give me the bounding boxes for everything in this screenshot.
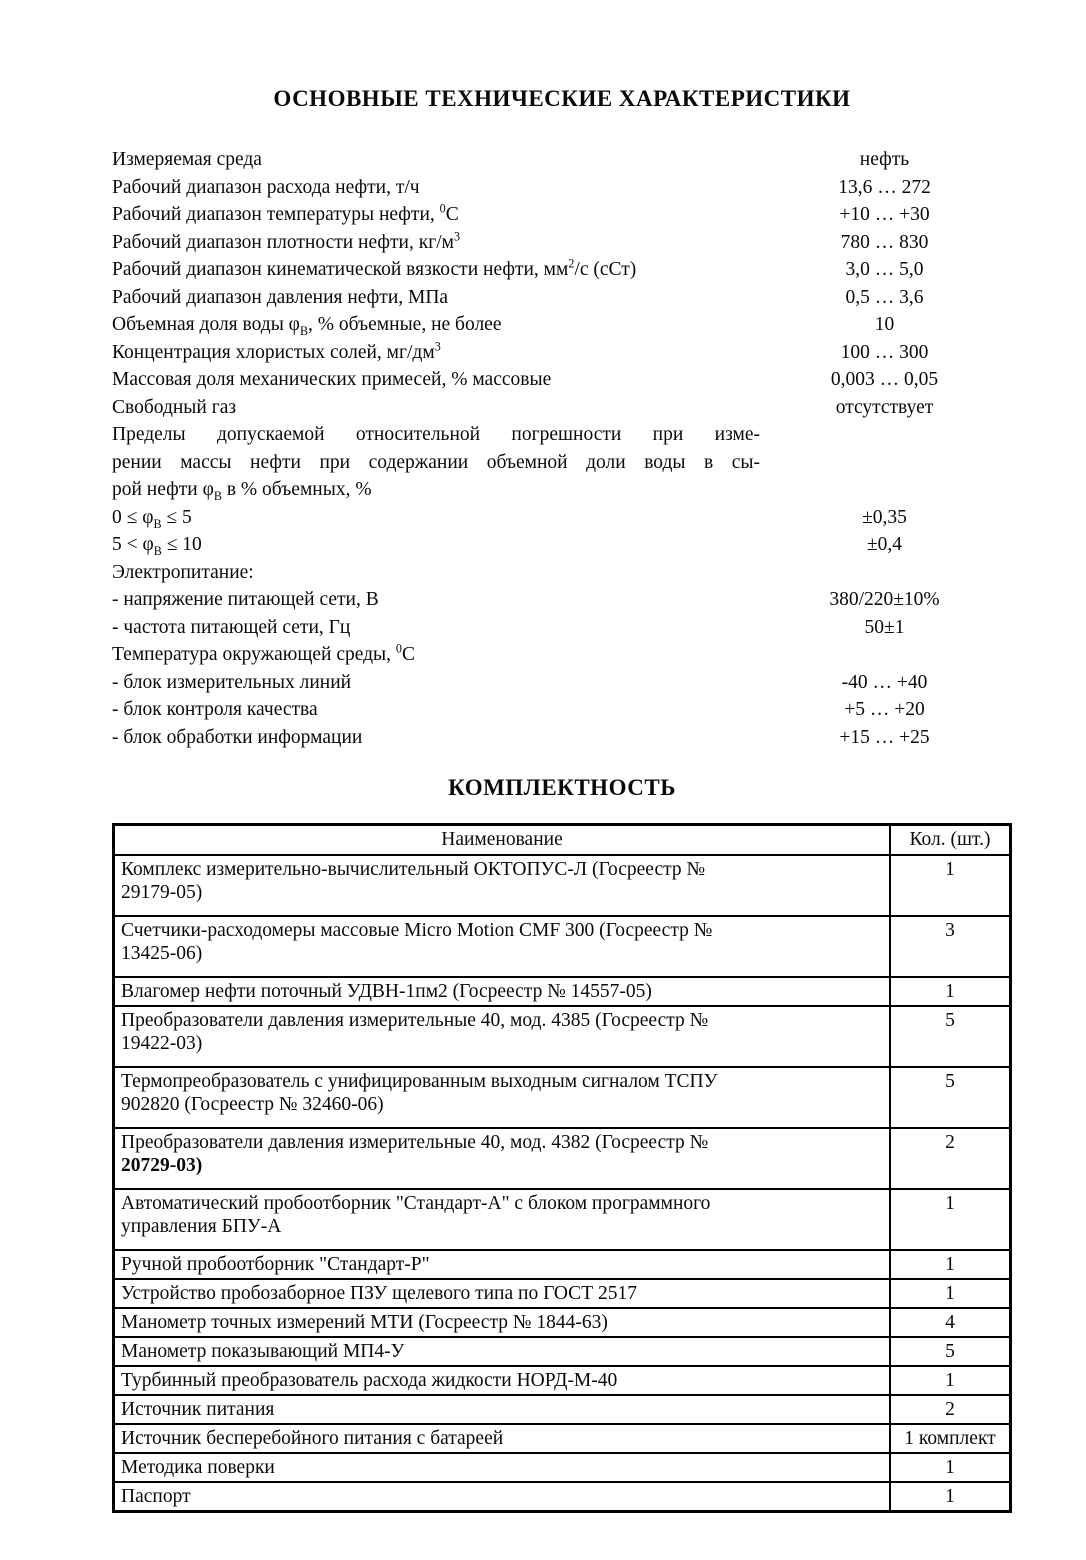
spec-row — [112, 256, 1012, 284]
item-name-cell: Источник питания — [114, 1395, 891, 1424]
spec-row — [112, 504, 1012, 532]
item-name-cell: Источник бесперебойного питания с батареей — [114, 1424, 891, 1453]
item-qty-cell: 5 — [890, 1067, 1011, 1128]
item-qty-cell: 5 — [890, 1006, 1011, 1067]
table-row — [114, 1006, 1011, 1067]
doc-content — [112, 0, 1012, 1513]
spec-row — [112, 614, 1012, 642]
spec-label: - блок обработки информации — [112, 726, 363, 748]
item-name-cell: Преобразователи давления измерительные 40, мод. 4382 (Госреестр № 20729-03) — [114, 1128, 891, 1189]
item-name-cell: Счетчики-расходомеры массовые Micro Motion CMF 300 (Госреестр № 13425-06) — [114, 916, 891, 977]
spec-label: $5 < \varphi_В \le 10$ — [112, 534, 202, 558]
item-qty-cell: 1 — [890, 1366, 1011, 1395]
item-name-cell: Методика поверки — [114, 1453, 891, 1482]
spec-row — [112, 229, 1012, 257]
spec-row — [112, 476, 1012, 504]
table-row — [114, 1250, 1011, 1279]
col-header-qty: Кол. (шт.) — [890, 825, 1011, 856]
table-row — [114, 1128, 1011, 1189]
item-name-cell: Комплекс измерительно-вычислительный ОКТОПУС-Л (Госреестр № 29179-05) — [114, 855, 891, 916]
item-name-cell: Преобразователи давления измерительные 40, мод. 4385 (Госреестр № 19422-03) — [114, 1006, 891, 1067]
spec-row — [112, 559, 1012, 587]
spec-row — [112, 421, 1012, 449]
spec-value: +5 … +20 — [844, 699, 925, 720]
item-qty-cell: 2 — [890, 1395, 1011, 1424]
table-row — [114, 1279, 1011, 1308]
spec-row — [112, 394, 1012, 422]
spec-label: Температура окружающей среды, $^0$С — [112, 641, 415, 665]
item-qty-cell: 1 — [890, 1189, 1011, 1250]
table-row — [114, 1395, 1011, 1424]
spec-value: 380/220±10% — [829, 589, 940, 610]
equipment-table-header — [114, 825, 1011, 856]
spec-list — [112, 146, 1012, 751]
item-name-cell: Манометр показывающий МП4-У — [114, 1337, 891, 1366]
item-name-cell: Паспорт — [114, 1482, 891, 1512]
table-row — [114, 1337, 1011, 1366]
spec-value: отсутствует — [835, 396, 934, 418]
spec-value: +15 … +25 — [839, 726, 930, 748]
item-qty-cell: 2 — [890, 1128, 1011, 1189]
spec-label: Электропитание: — [112, 561, 254, 583]
spec-row — [112, 284, 1012, 312]
spec-label: Рабочий диапазон кинематической вязкости нефти, $мм^2/с$ (сСт) — [112, 256, 637, 280]
item-name-cell: Манометр точных измерений МТИ (Госреестр № 1844-63) — [114, 1308, 891, 1337]
spec-value: нефть — [859, 149, 910, 170]
spec-value: 10 — [874, 314, 895, 335]
table-row — [114, 1067, 1011, 1128]
spec-row — [112, 641, 1012, 669]
item-qty-cell: 1 — [890, 977, 1011, 1006]
item-name-cell: Устройство пробозаборное ПЗУ щелевого типа по ГОСТ 2517 — [114, 1279, 891, 1308]
item-qty-cell: 1 — [890, 1279, 1011, 1308]
spec-value: 50±1 — [864, 616, 905, 638]
spec-label: Массовая доля механических примесей, % массовые — [112, 369, 552, 390]
spec-label: Рабочий диапазон расхода нефти, т/ч — [112, 176, 420, 198]
spec-value: ±0,4 — [866, 534, 903, 555]
item-name-cell: Автоматический пробоотборник "Стандарт-А" с блоком программного управления БПУ-А — [114, 1189, 891, 1250]
spec-value: 3,0 … 5,0 — [845, 259, 924, 280]
spec-row — [112, 586, 1012, 614]
spec-value: -40 … +40 — [841, 671, 928, 693]
spec-row — [112, 174, 1012, 202]
table-row — [114, 916, 1011, 977]
spec-row — [112, 449, 1012, 477]
spec-value: 0,003 … 0,05 — [830, 369, 939, 390]
spec-label: рении массы нефти при содержании объемной доли воды в сы- — [112, 451, 760, 473]
item-qty-cell: 1 — [890, 1250, 1011, 1279]
item-name-cell: Влагомер нефти поточный УДВН-1пм2 (Госреестр № 14557-05) — [114, 977, 891, 1006]
spec-row — [112, 724, 1012, 752]
section-title-completeness: КОМПЛЕКТНОСТЬ — [448, 775, 676, 800]
col-header-name: Наименование — [114, 825, 891, 856]
table-row — [114, 1424, 1011, 1453]
spec-label: - блок измерительных линий — [112, 671, 352, 693]
section-title-characteristics: ОСНОВНЫЕ ТЕХНИЧЕСКИЕ ХАРАКТЕРИСТИКИ — [273, 86, 851, 111]
spec-value: 0,5 … 3,6 — [845, 286, 924, 308]
table-row — [114, 977, 1011, 1006]
item-qty-cell: 5 — [890, 1337, 1011, 1366]
item-qty-cell: 1 — [890, 1453, 1011, 1482]
item-qty-cell: 3 — [890, 916, 1011, 977]
spec-label: Концентрация хлористых солей, $мг/дм^3$ — [112, 339, 441, 363]
spec-value: +10 … +30 — [839, 204, 930, 225]
spec-label: - частота питающей сети, Гц — [112, 616, 351, 638]
table-row — [114, 1308, 1011, 1337]
spec-row — [112, 146, 1012, 174]
spec-row — [112, 366, 1012, 394]
table-row — [114, 1189, 1011, 1250]
equipment-table — [112, 823, 1012, 1513]
spec-row — [112, 696, 1012, 724]
table-row — [114, 1366, 1011, 1395]
item-name-cell: Турбинный преобразователь расхода жидкости НОРД-М-40 — [114, 1366, 891, 1395]
spec-label: рой нефти $\varphi_В$ в % объемных, % — [112, 479, 372, 503]
spec-row — [112, 201, 1012, 229]
spec-label: Рабочий диапазон давления нефти, МПа — [112, 286, 449, 308]
spec-row — [112, 311, 1012, 339]
spec-label: Свободный газ — [112, 396, 237, 418]
spec-value: ±0,35 — [862, 506, 907, 528]
spec-label: Измеряемая среда — [112, 149, 262, 170]
spec-value: 13,6 … 272 — [838, 176, 931, 198]
table-row — [114, 1482, 1011, 1512]
item-qty-cell: 1 комплект — [890, 1424, 1011, 1453]
spec-value: 100 … 300 — [840, 341, 929, 363]
spec-label: $0 \le \varphi_В \le 5$ — [112, 506, 192, 531]
spec-row — [112, 531, 1012, 559]
table-row — [114, 1453, 1011, 1482]
item-qty-cell: 1 — [890, 855, 1011, 916]
spec-label: - напряжение питающей сети, В — [112, 589, 379, 610]
spec-label: Пределы допускаемой относительной погрешности при изме- — [112, 424, 760, 445]
item-name-cell: Термопреобразователь с унифицированным выходным сигналом ТСПУ 902820 (Госреестр № 32460-06) — [114, 1067, 891, 1128]
item-name-cell: Ручной пробоотборник "Стандарт-Р" — [114, 1250, 891, 1279]
spec-label: Рабочий диапазон плотности нефти, $кг/м^3$ — [112, 229, 461, 253]
spec-label: Объемная доля воды $\varphi_В$, % объемные, не более — [112, 314, 502, 338]
item-qty-cell: 1 — [890, 1482, 1011, 1512]
item-qty-cell: 4 — [890, 1308, 1011, 1337]
spec-value: 780 … 830 — [840, 231, 929, 253]
table-row — [114, 855, 1011, 916]
spec-label: Рабочий диапазон температуры нефти, $^0$С — [112, 201, 459, 225]
spec-label: - блок контроля качества — [112, 699, 318, 720]
spec-row — [112, 669, 1012, 697]
spec-row — [112, 339, 1012, 367]
